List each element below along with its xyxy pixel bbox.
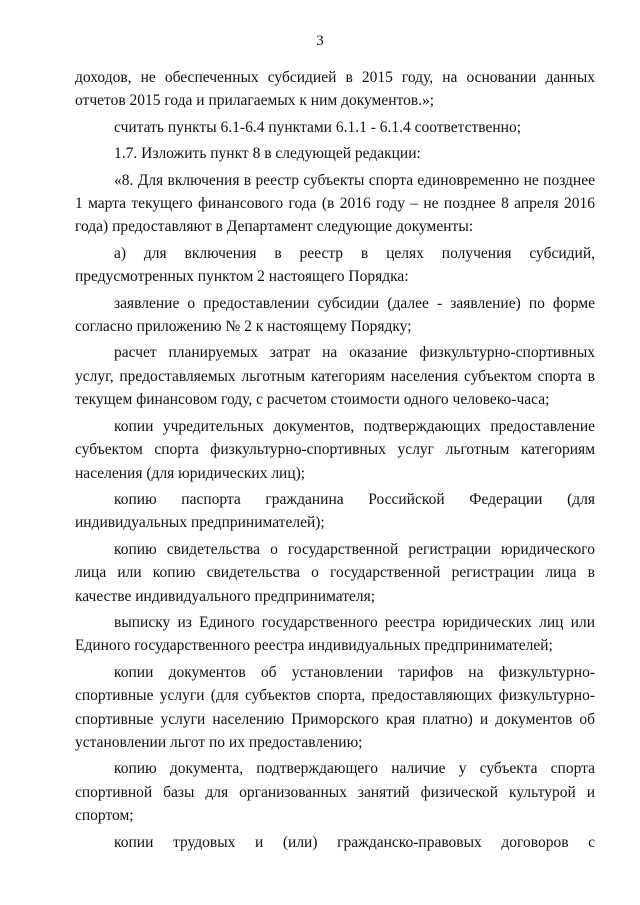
- paragraph-4: «8. Для включения в реестр субъекты спорта единовременно не позднее 1 марта текущего финансового года (в 2016 году – не позднее 8 апреля 2016 года) предоставляют в Департамент следующие документы:: [75, 171, 595, 236]
- paragraph-3: 1.7. Изложить пункт 8 в следующей редакции:: [114, 145, 421, 163]
- paragraph-5: а) для включения в реестр в целях получения субсидий, предусмотренных пунктом 2 настоящего Порядка:: [75, 244, 595, 286]
- page-number: 3: [316, 33, 324, 49]
- paragraph-6: заявление о предоставлении субсидии (далее - заявление) по форме согласно приложению № 2 к настоящему Порядку;: [75, 294, 595, 336]
- paragraph-2: считать пункты 6.1-6.4 пунктами 6.1.1 - 6.1.4 соответственно;: [114, 118, 522, 136]
- paragraph-13: копию документа, подтверждающего наличие у субъекта спорта спортивной базы для организованных занятий физической культурой и спортом;: [75, 760, 595, 825]
- paragraph-12: копии документов об установлении тарифов на физкультурно-спортивные услуги (для субъектов спорта, предоставляющих физкультурно-спортивные услуги населению Приморского края платно) и документов об установлении льгот по их предоставлению;: [75, 663, 595, 751]
- paragraph-10: копию свидетельства о государственной регистрации юридического лица или копию свидетельства о государственной регистрации лица в качестве индивидуального предпринимателя;: [75, 540, 595, 605]
- paragraph-9: копию паспорта гражданина Российской Федерации (для индивидуальных предпринимателей);: [75, 490, 595, 532]
- paragraph-14: копии трудовых и (или) гражданско-правовых договоров с: [114, 833, 595, 851]
- paragraph-1: доходов, не обеспеченных субсидией в 2015 году, на основании данных отчетов 2015 года и прилагаемых к ним документов.»;: [75, 69, 595, 110]
- document-body: [75, 66, 595, 857]
- paragraph-7: расчет планируемых затрат на оказание физкультурно-спортивных услуг, предоставляемых льготным категориям населения субъектом спорта в текущем финансовом году, с расчетом стоимости одного человеко-часа;: [75, 344, 595, 409]
- paragraph-11: выписку из Единого государственного реестра юридических лиц или Единого государственного реестра индивидуальных предпринимателей;: [75, 613, 595, 655]
- paragraph-8: копии учредительных документов, подтверждающих предоставление субъектом спорта физкультурно-спортивных услуг льготным категориям населения (для юридических лиц);: [75, 417, 595, 482]
